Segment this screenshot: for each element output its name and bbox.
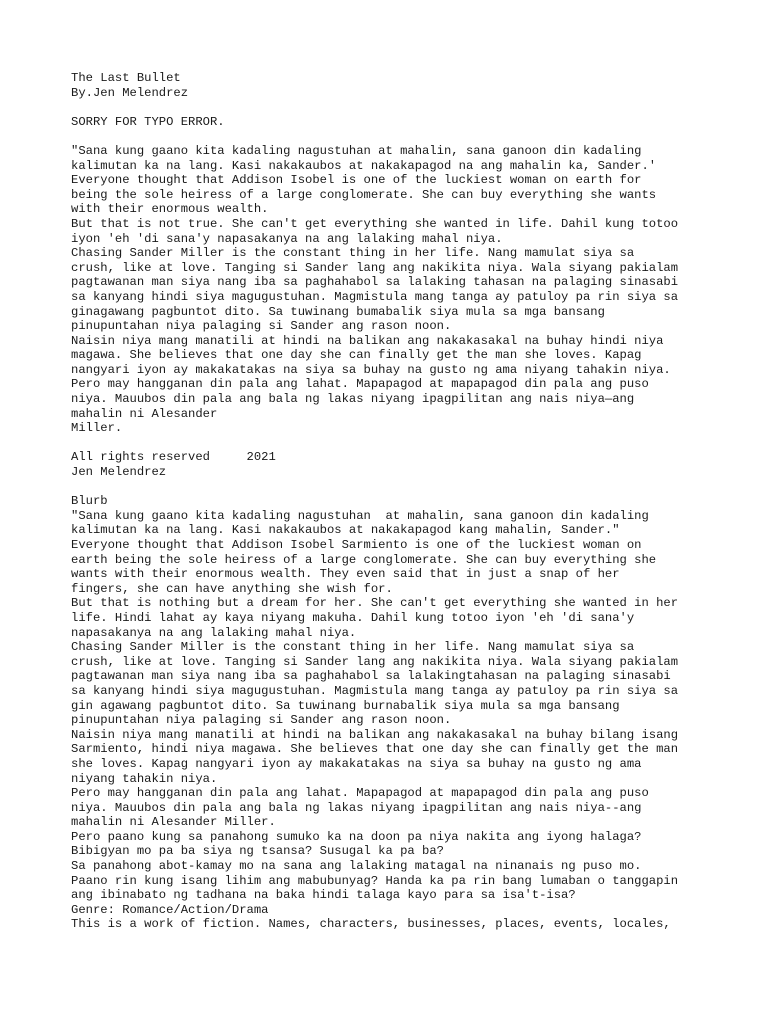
- blank-line: [71, 436, 731, 451]
- text-line: This is a work of fiction. Names, characters, businesses, places, events, locales,: [71, 917, 671, 932]
- text-line: with their enormous wealth.: [71, 202, 269, 217]
- text-line: Everyone thought that Addison Isobel Sarmiento is one of the luckiest woman on: [71, 538, 642, 552]
- text-line: But that is not true. She can't get everything she wanted in life. Dahil kung totoo: [71, 216, 679, 231]
- text-line: Bibigyan mo pa ba siya ng tsansa? Susugal ka pa ba?: [71, 844, 444, 859]
- text-line: Pero may hangganan din pala ang lahat. Mapapagod at mapapagod din pala ang puso: [71, 377, 649, 392]
- text-line: Jen Melendrez: [71, 465, 167, 480]
- text-line: But that is nothing but a dream for her. She can't get everything she wanted in her: [71, 596, 679, 611]
- text-line: mahalin ni Alesander Miller.: [71, 815, 276, 830]
- text-line: Chasing Sander Miller is the constant thing in her life. Nang mamulat siya sa: [71, 246, 635, 261]
- text-line: pagtawanan man siya nang iba sa paghahabol sa lalaking tahasan na palaging sinasabi: [71, 275, 679, 290]
- text-line: SORRY FOR TYPO ERROR.: [71, 114, 225, 129]
- text-line: life. Hindi lahat ay kaya niyang makuha. Dahil kung totoo iyon 'eh 'di sana'y: [71, 610, 635, 625]
- text-line: mahalin ni Alesander: [71, 406, 218, 421]
- text-line: Naisin niya mang manatili at hindi na balikan ang nakakasakal na buhay hindi niya: [71, 333, 664, 348]
- text-line: Genre: Romance/Action/Drama: [71, 902, 269, 917]
- text-line: All rights reserved 2021: [71, 450, 276, 465]
- text-line: magawa. She believes that one day she can finally get the man she loves. Kapag: [71, 348, 642, 363]
- text-line: By.Jen Melendrez: [71, 85, 189, 100]
- text-line: crush, like at love. Tanging si Sander lang ang nakikita niya. Wala siyang pakialam: [71, 260, 679, 275]
- text-line: Miller.: [71, 421, 123, 436]
- text-line: ang ibinabato ng tadhana na baka hindi talaga kayo para sa isa't-isa?: [71, 888, 576, 903]
- text-line: pinupuntahan niya palaging si Sander ang rason noon.: [71, 319, 452, 334]
- text-line: she loves. Kapag nangyari iyon ay makakatakas na siya sa buhay na gusto ng ama: [71, 756, 642, 771]
- text-line: sa kanyang hindi siya magugustuhan. Magmistula mang tanga ay patuloy pa rin siya sa: [71, 683, 679, 698]
- text-line: pinupuntahan niya palaging si Sander ang rason noon.: [71, 713, 452, 728]
- text-line: "Sana kung gaano kita kadaling nagustuhan at mahalin, sana ganoon din kadaling: [71, 508, 649, 523]
- blank-line: [71, 480, 731, 495]
- text-line: Chasing Sander Miller is the constant thing in her life. Nang mamulat siya sa: [71, 640, 635, 655]
- text-line: Everyone thought that Addison Isobel is one of the luckiest woman on earth for: [71, 173, 642, 188]
- text-line: earth being the sole heiress of a large conglomerate. She can buy everything she: [71, 552, 657, 567]
- text-line: "Sana kung gaano kita kadaling nagustuhan at mahalin, sana ganoon din kadaling: [71, 143, 642, 158]
- text-line: niya. Mauubos din pala ang bala ng lakas niyang ipagpilitan ang nais niya—ang: [71, 392, 635, 407]
- text-line: Sarmiento, hindi niya magawa. She believes that one day she can finally get the man: [71, 742, 679, 757]
- text-line: napasakanya na ang lalaking mahal niya.: [71, 625, 357, 640]
- blank-line: [71, 100, 731, 115]
- text-line: Sa panahong abot-kamay mo na sana ang lalaking matagal na ninanais ng puso mo.: [71, 859, 642, 874]
- text-line: Paano rin kung isang lihim ang mabubunyag? Handa ka pa rin bang lumaban o tanggapin: [71, 873, 679, 888]
- text-line: Pero paano kung sa panahong sumuko ka na doon pa niya nakita ang iyong halaga?: [71, 829, 642, 844]
- text-line: sa kanyang hindi siya magugustuhan. Magmistula mang tanga ay patuloy pa rin siya sa: [71, 289, 679, 304]
- text-line: being the sole heiress of a large conglomerate. She can buy everything she wants: [71, 187, 657, 202]
- text-line: Pero may hangganan din pala ang lahat. Mapapagod at mapapagod din pala ang puso: [71, 786, 649, 801]
- text-line: crush, like at love. Tanging si Sander lang ang nakikita niya. Wala siyang pakialam: [71, 654, 679, 669]
- text-line: iyon 'eh 'di sana'y napasakanya na ang lalaking mahal niya.: [71, 231, 503, 246]
- text-line: wants with their enormous wealth. They even said that in just a snap of her: [71, 567, 620, 582]
- text-line: fingers, she can have anything she wish for.: [71, 581, 393, 596]
- text-line: ginagawang pagbuntot dito. Sa tuwinang bumabalik siya mula sa mga bansang: [71, 304, 605, 319]
- text-line: Blurb: [71, 494, 108, 509]
- text-line: kalimutan ka na lang. Kasi nakakaubos at nakakapagod na ang mahalin ka, Sander.': [71, 158, 657, 173]
- text-line: Naisin niya mang manatili at hindi na balikan ang nakakasakal na buhay bilang isang: [71, 727, 679, 742]
- text-line: nangyari iyon ay makakatakas na siya sa buhay na gusto ng ama niyang tahakin niya.: [71, 362, 671, 377]
- text-line: gin agawang pagbuntot dito. Sa tuwinang burnabalik siya mula sa mga bansang: [71, 698, 620, 713]
- text-line: The Last Bullet: [71, 71, 181, 85]
- text-line: pagtawanan man siya nang iba sa paghahabol sa lalakingtahasan na palaging sinasabi: [71, 669, 671, 684]
- document-page: [71, 71, 731, 932]
- text-line: niyang tahakin niya.: [71, 771, 218, 786]
- text-line: kalimutan ka na lang. Kasi nakakaubos at nakakapagod kang mahalin, Sander.": [71, 523, 620, 538]
- text-line: niya. Mauubos din pala ang bala ng lakas niyang ipagpilitan ang nais niya--ang: [71, 800, 642, 815]
- blank-line: [71, 129, 731, 144]
